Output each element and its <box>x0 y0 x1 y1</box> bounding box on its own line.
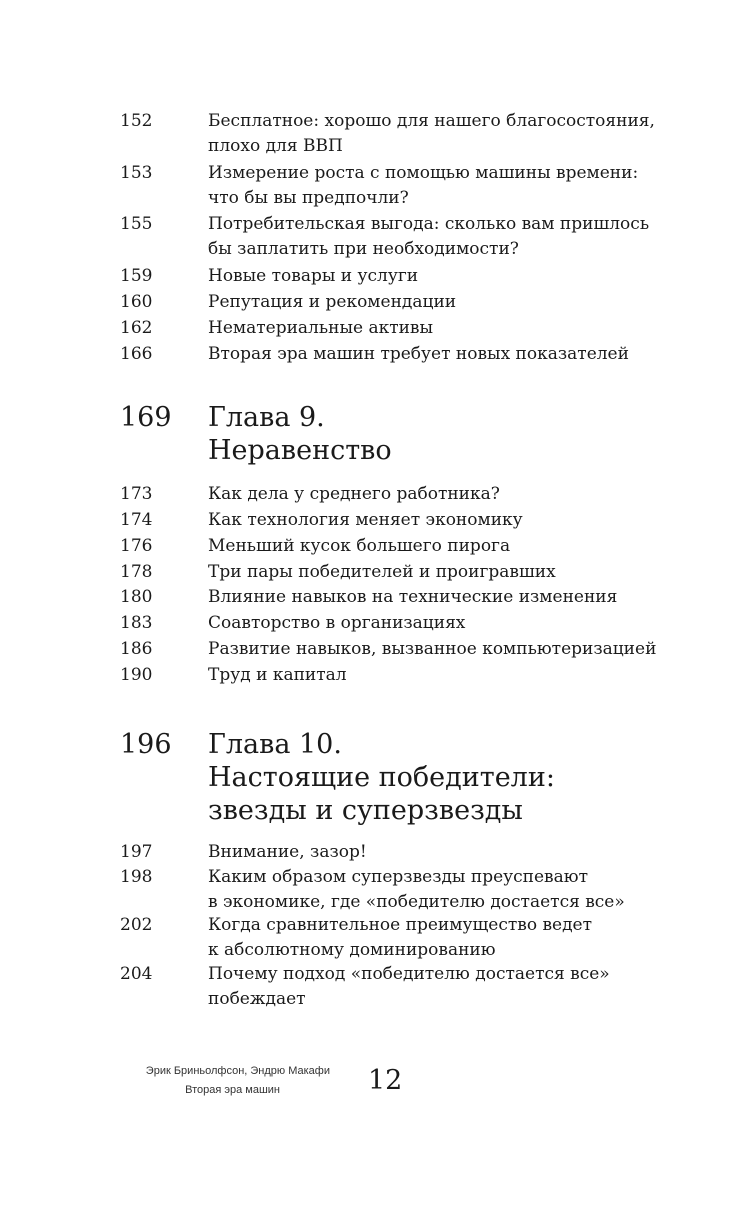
chapter-title: Глава 10. Настоящие победители: звезды и суперзвезды <box>208 729 555 826</box>
toc-entry-title: Потребительская выгода: сколько вам пришлось бы заплатить при необходимости? <box>208 214 650 259</box>
toc-entry-title: Измерение роста с помощью машины времени: что бы вы предпочли? <box>208 163 639 208</box>
toc-entry-title: Развитие навыков, вызванное компьютеризацией <box>208 639 657 659</box>
toc-page-number: 204 <box>120 964 153 984</box>
toc-page-number: 176 <box>120 536 153 556</box>
toc-page-number: 160 <box>120 292 153 312</box>
toc-page-number: 186 <box>120 639 153 659</box>
chapter-page-number: 169 <box>120 402 172 433</box>
toc-entry-title: Почему подход «победителю достается все» побеждает <box>208 964 610 1009</box>
toc-entry-title: Нематериальные активы <box>208 318 434 338</box>
toc-page-number: 166 <box>120 344 153 364</box>
toc-entry-title: Репутация и рекомендации <box>208 292 457 312</box>
toc-page-number: 159 <box>120 266 153 286</box>
toc-entry-title: Бесплатное: хорошо для нашего благосостояния, плохо для ВВП <box>208 111 655 156</box>
toc-page-number: 153 <box>120 163 153 183</box>
toc-page-number: 155 <box>120 214 153 234</box>
toc-page-number: 202 <box>120 915 153 935</box>
toc-page-number: 173 <box>120 484 153 504</box>
toc-page-number: 178 <box>120 562 153 582</box>
toc-page-number: 183 <box>120 613 153 633</box>
toc-entry-title: Вторая эра машин требует новых показателей <box>208 344 629 364</box>
toc-entry-title: Меньший кусок большего пирога <box>208 536 511 556</box>
toc-page-number: 162 <box>120 318 153 338</box>
page-number: 12 <box>368 1065 403 1096</box>
toc-entry-title: Три пары победителей и проигравших <box>208 562 556 582</box>
chapter-page-number: 196 <box>120 729 172 760</box>
toc-page-number: 174 <box>120 510 153 530</box>
chapter-title: Глава 9. Неравенство <box>208 402 392 466</box>
toc-entry-title: Соавторство в организациях <box>208 613 466 633</box>
toc-page-number: 180 <box>120 587 153 607</box>
toc-entry-title: Труд и капитал <box>208 665 347 685</box>
toc-entry-title: Каким образом суперзвезды преуспевают в экономике, где «победителю достается все» <box>208 867 625 912</box>
toc-page-number: 198 <box>120 867 153 887</box>
toc-entry-title: Когда сравнительное преимущество ведет к абсолютному доминированию <box>208 915 593 960</box>
toc-page-number: 197 <box>120 842 153 862</box>
toc-page-number: 152 <box>120 111 153 131</box>
running-footer-book-title: Вторая эра машин <box>185 1084 280 1096</box>
toc-page-number: 190 <box>120 665 153 685</box>
toc-entry-title: Внимание, зазор! <box>208 842 367 862</box>
running-footer-authors: Эрик Бриньолфсон, Эндрю Макафи <box>145 1065 330 1077</box>
toc-entry-title: Как технология меняет экономику <box>208 510 523 530</box>
toc-entry-title: Как дела у среднего работника? <box>208 484 500 504</box>
toc-entry-title: Новые товары и услуги <box>208 266 419 286</box>
toc-entry-title: Влияние навыков на технические изменения <box>208 587 618 607</box>
